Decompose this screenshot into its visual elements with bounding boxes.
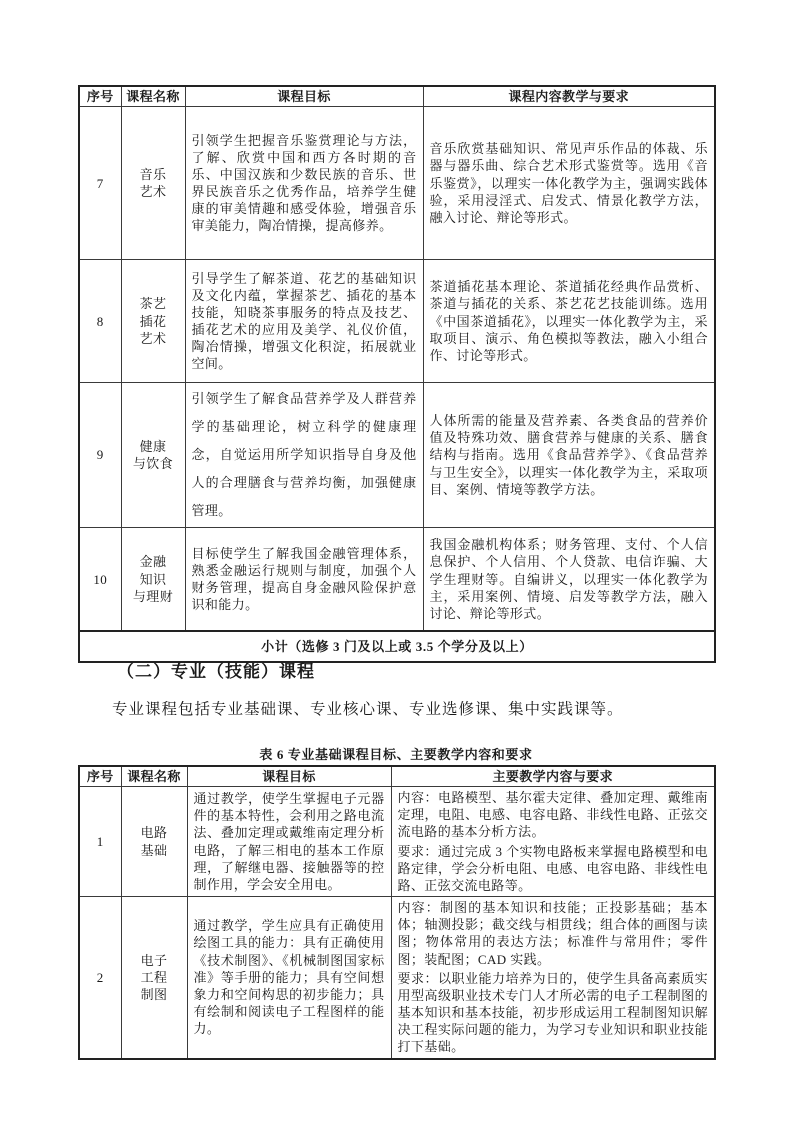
table-row-course-8: [79, 260, 715, 383]
course-no: 8: [79, 260, 121, 383]
course-goal: 通过教学，学生应具有正确使用绘图工具的能力：具有正确使用《技术制图》、《机械制图国家标准》等手册的能力；具有空间想象力和空间构思的初步能力；具有绘制和阅读电子工程图样的能力。: [187, 897, 391, 1059]
course-no: 2: [79, 897, 121, 1059]
course-name-line: 知识: [139, 571, 167, 587]
course-name-line: 金融: [139, 554, 167, 570]
course-content: [391, 897, 715, 1059]
course-goal: 引导学生了解茶道、花艺的基础知识及文化内蕴，掌握茶艺、插花的基本技能，知晓茶事服务的特点及技艺、插花艺术的应用及美学、礼仪价值，陶冶情操，增强文化积淀，拓展就业空间。: [185, 260, 423, 383]
table6-header-row: [79, 766, 715, 787]
course-name-line: 艺术: [139, 330, 167, 346]
course-name-line: 茶艺: [139, 296, 167, 312]
course-name-line: 插花: [139, 313, 167, 329]
course-content: 音乐欣赏基础知识、常见声乐作品的体裁、乐器与器乐曲、综合艺术形式鉴赏等。选用《音乐鉴赏》，以理实一体化教学为主，强调实践体验，采用浸淫式、启发式、情景化教学方法，融入讨论、辩论等形式。: [423, 107, 715, 260]
course-no: 9: [79, 383, 121, 528]
table6-header-goal: 课程目标: [187, 766, 391, 787]
course-name-line: 艺术: [139, 184, 167, 200]
table6-header-content: 主要教学内容与要求: [391, 766, 715, 787]
course-goal: 引领学生把握音乐鉴赏理论与方法，了解、欣赏中国和西方各时期的音乐、中国汉族和少数民族的音乐、世界民族音乐之优秀作品，培养学生健康的审美情趣和感受体验，增强音乐审美能力，陶冶情操，提高修养。: [185, 107, 423, 260]
course-no: 7: [79, 107, 121, 260]
table1-header-name: 课程名称: [121, 86, 185, 107]
course-name: [121, 260, 185, 383]
table6-header-no: 序号: [79, 766, 121, 787]
course-name: [121, 787, 187, 897]
table-row-course-10: [79, 527, 715, 631]
course-content: 茶道插花基本理论、茶道插花经典作品赏析、茶道与插花的关系、茶艺花艺技能训练。选用《中国茶道插花》，以理实一体化教学为主，采取项目、演示、角色模拟等教法，融入小组合作、讨论等形式。: [423, 260, 715, 383]
course-content: [391, 787, 715, 897]
course-name-line: 基础: [140, 842, 168, 858]
table1-header-no: 序号: [79, 86, 121, 107]
section-paragraph: 专业课程包括专业基础课、专业核心课、专业选修课、集中实践课等。: [112, 701, 624, 718]
table-row-course-7: [79, 107, 715, 260]
table6-caption: 表 6 专业基础课程目标、主要教学内容和要求: [259, 747, 533, 762]
course-name-line: 工程: [140, 969, 168, 985]
course-content: 我国金融机构体系；财务管理、支付、个人信息保护、个人信用、个人贷款、电信诈骗、大学生理财等。自编讲义，以理实一体化教学为主，采用案例、情境、启发等教学方法，融入讨论、辩论等形式。: [423, 527, 715, 631]
course-name-line: 电路: [140, 825, 168, 841]
course-name-line: 与饮食: [132, 456, 174, 471]
course-name-line: 音乐: [139, 167, 167, 182]
course-no: 1: [79, 787, 121, 897]
course-name-line: 与理财: [132, 588, 174, 604]
course-name-line: 制图: [140, 986, 168, 1002]
table-row-course-1: [79, 787, 715, 897]
content-part: 内容：制图的基本知识和技能；正投影基础；基本体；轴测投影；截交线与相贯线；组合体的画图与读图；物体常用的表达方法；标准件与常用件；零件图；装配图；CAD 实践。: [397, 900, 708, 967]
requirement-part: 要求：以职业能力培养为日的，使学生具备高素质实用型高级职业技术专门人才所必需的电子工程制图的基本知识和基本技能，初步形成运用工程制图知识解决工程实际问题的能力，为学习专业知识和职业技能打下基础。: [397, 970, 708, 1055]
requirement-part: 要求：通过完成 3 个实物电路板来掌握电路模型和电路定律，学会分析电阻、电感、电容电路、非线性电路、正弦交流电路等。: [397, 843, 708, 893]
course-name-line: 电子: [140, 952, 168, 968]
table1-header-content: 课程内容教学与要求: [423, 86, 715, 107]
section-heading: （二）专业（技能）课程: [117, 662, 315, 681]
elective-courses-table: [78, 85, 716, 663]
content-part: 内容：电路模型、基尔霍夫定律、叠加定理、戴维南定理，电阻、电感、电容电路、非线性电路、正弦交流电路的基本分析方法。: [397, 790, 708, 840]
course-name: [121, 527, 185, 631]
course-content: 人体所需的能量及营养素、各类食品的营养价值及特殊功效、膳食营养与健康的关系、膳食结构与指南。选用《食品营养学》、《食品营养与卫生安全》，以理实一体化教学为主，采取项目、案例、情境等教学方法。: [423, 383, 715, 528]
table1-header-goal: 课程目标: [185, 86, 423, 107]
table-row-course-2: [79, 897, 715, 1059]
course-name-line: 健康: [139, 438, 167, 454]
subtotal-text: 小计（选修 3 门及以上或 3.5 个学分及以上）: [79, 631, 715, 662]
table-row-course-9: [79, 383, 715, 528]
course-goal: 目标使学生了解我国金融管理体系，熟悉金融运行规则与制度，加强个人财务管理，提高自身金融风险保护意识和能力。: [185, 527, 423, 631]
course-no: 10: [79, 527, 121, 631]
professional-basic-courses-table: [78, 765, 716, 1060]
course-goal: 通过教学，使学生掌握电子元器件的基本特性，会利用之路电流法、叠加定理或戴维南定理分析电路，了解三相电的基本工作原理，了解继电器、接触器等的控制作用，学会安全用电。: [187, 787, 391, 897]
table1-header-row: [79, 86, 715, 107]
course-goal: 引领学生了解食品营养学及人群营养学的基础理论，树立科学的健康理念，自觉运用所学知识指导自身及他人的合理膳食与营养均衡，加强健康管理。: [185, 383, 423, 528]
course-name: [121, 383, 185, 528]
table6-header-name: 课程名称: [121, 766, 187, 787]
course-name: [121, 107, 185, 260]
course-name: [121, 897, 187, 1059]
